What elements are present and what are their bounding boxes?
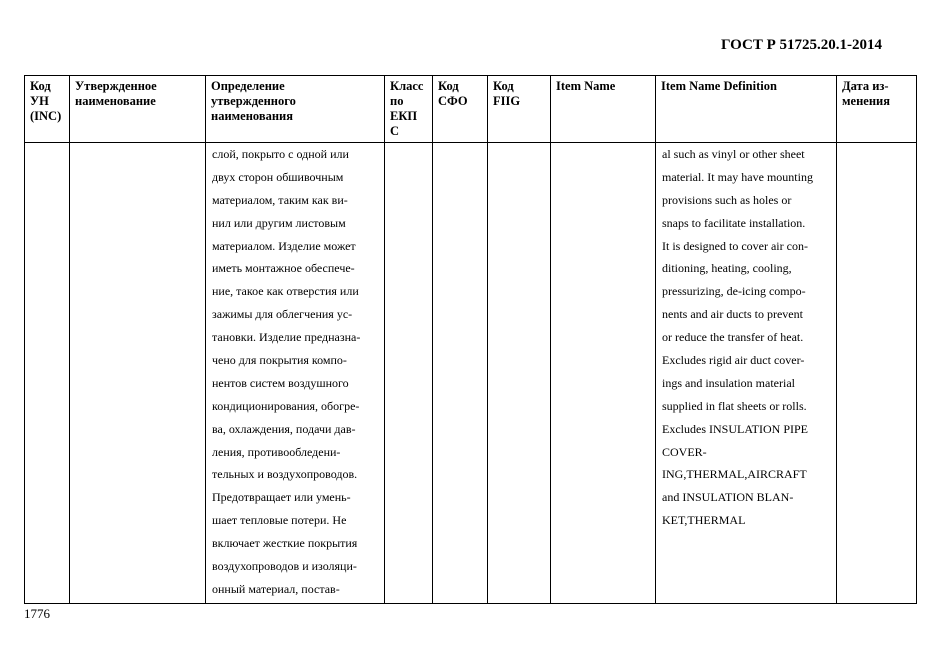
text-line: pressurizing, de-icing compo-	[662, 284, 806, 299]
page-number: 1776	[24, 606, 50, 621]
text-line: ING,THERMAL,AIRCRAFT	[662, 467, 807, 482]
text-line: кондиционирования, обогре-	[212, 398, 360, 413]
text-line: материалом, таким как ви-	[212, 192, 348, 207]
text-line: ления, противообледени-	[212, 444, 341, 459]
text-line: онный материал, постав-	[212, 581, 340, 596]
cell-fiig-code	[488, 143, 551, 604]
cell-inc-code	[25, 143, 70, 604]
header-line: Определение	[211, 79, 285, 93]
header-line: Утвержденное	[75, 79, 157, 93]
text-line: воздухопроводов и изоляци-	[212, 559, 357, 574]
header-line: наименования	[211, 109, 294, 123]
definition-en-text	[656, 143, 836, 532]
text-line: ditioning, heating, cooling,	[662, 261, 792, 276]
text-line: включает жесткие покрытия	[212, 536, 358, 551]
text-line: материалом. Изделие может	[212, 238, 356, 253]
header-line: Класс	[390, 79, 424, 93]
header-line: Дата из-	[842, 79, 889, 93]
text-line: and INSULATION BLAN-	[662, 490, 794, 505]
header-sfo-code	[433, 76, 488, 143]
cell-definition-en	[656, 143, 837, 604]
header-line: наименование	[75, 94, 156, 108]
header-line: Item Name Definition	[661, 79, 777, 93]
text-line: Excludes rigid air duct cover-	[662, 353, 805, 368]
header-approved-name	[70, 76, 206, 143]
text-line: зажимы для облегчения ус-	[212, 307, 353, 322]
text-line: KET,THERMAL	[662, 513, 746, 528]
header-line: ЕКП	[390, 109, 418, 123]
cell-ekps-class	[385, 143, 433, 604]
text-line: иметь монтажное обеспече-	[212, 261, 355, 276]
text-line: nents and air ducts to prevent	[662, 307, 803, 322]
header-change-date	[837, 76, 917, 143]
cell-change-date	[837, 143, 917, 604]
header-line: Код	[438, 79, 459, 93]
header-line: по	[390, 94, 404, 108]
definition-ru-text	[206, 143, 384, 601]
cell-approved-name	[70, 143, 206, 604]
header-line: утвержденного	[211, 94, 296, 108]
header-ekps-class	[385, 76, 433, 143]
header-line: Item Name	[556, 79, 616, 93]
text-line: ings and insulation material	[662, 375, 795, 390]
text-line: or reduce the transfer of heat.	[662, 330, 804, 345]
header-line: менения	[842, 94, 890, 108]
text-line: It is designed to cover air con-	[662, 238, 808, 253]
text-line: тановки. Изделие предназна-	[212, 330, 361, 345]
text-line: COVER-	[662, 444, 707, 459]
text-line: нил или другим листовым	[212, 215, 346, 230]
header-line: С	[390, 124, 400, 138]
header-item-name-definition	[656, 76, 837, 143]
nomenclature-table	[24, 75, 917, 604]
text-line: snaps to facilitate installation.	[662, 215, 806, 230]
text-line: чено для покрытия компо-	[212, 353, 347, 368]
text-line: supplied in flat sheets or rolls.	[662, 398, 807, 413]
table-row	[25, 143, 917, 604]
header-fiig-code	[488, 76, 551, 143]
header-line: СФО	[438, 94, 468, 108]
cell-definition-ru	[206, 143, 385, 604]
text-line: слой, покрыто с одной или	[212, 147, 349, 161]
text-line: тельных и воздухопроводов.	[212, 467, 358, 482]
text-line: двух сторон обшивочным	[212, 169, 344, 184]
header-inc-code	[25, 76, 70, 143]
header-name-definition-ru	[206, 76, 385, 143]
table-header-row	[25, 76, 917, 143]
header-line: Код	[30, 79, 51, 93]
document-code: ГОСТ Р 51725.20.1-2014	[721, 37, 883, 53]
cell-sfo-code	[433, 143, 488, 604]
header-line: Код	[493, 79, 514, 93]
text-line: material. It may have mounting	[662, 169, 813, 184]
text-line: provisions such as holes or	[662, 192, 792, 207]
text-line: Excludes INSULATION PIPE	[662, 421, 808, 436]
header-line: УН	[30, 94, 49, 108]
text-line: ва, охлаждения, подачи дав-	[212, 421, 356, 436]
text-line: нентов систем воздушного	[212, 375, 349, 390]
header-item-name	[551, 76, 656, 143]
cell-item-name	[551, 143, 656, 604]
text-line: al such as vinyl or other sheet	[662, 147, 805, 161]
header-line: (INC)	[30, 109, 62, 123]
text-line: Предотвращает или умень-	[212, 490, 351, 505]
header-line: FIIG	[493, 94, 521, 108]
text-line: шает тепловые потери. Не	[212, 513, 347, 528]
text-line: ние, такое как отверстия или	[212, 284, 359, 299]
